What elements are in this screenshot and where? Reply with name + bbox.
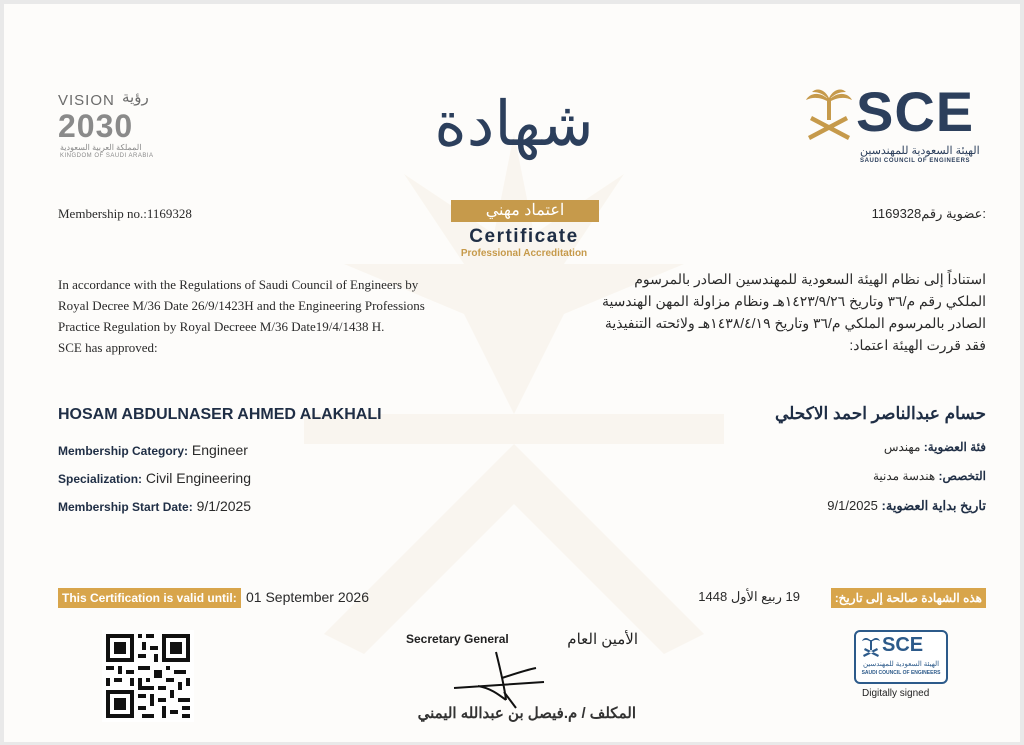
sce-name-en: SAUDI COUNCIL OF ENGINEERS xyxy=(860,158,971,164)
start-date-row-en xyxy=(58,498,251,514)
sce-logo: SCE xyxy=(856,80,975,143)
start-date-value-ar: 9/1/2025 xyxy=(827,498,878,513)
membership-number-en xyxy=(58,206,192,222)
holder-name-en: HOSAM ABDULNASER AHMED ALAKHALI xyxy=(58,406,382,423)
sce-name-ar: الهيئة السعودية للمهندسين xyxy=(860,145,980,157)
vision-kingdom-ar: المملكة العربية السعودية xyxy=(60,143,142,152)
accreditation-banner-ar: اعتماد مهني xyxy=(451,200,599,222)
signature-icon xyxy=(444,648,554,712)
start-date-label-ar: تاريخ بداية العضوية: xyxy=(881,498,986,513)
category-value-en: Engineer xyxy=(191,442,248,458)
specialization-value-ar: هندسة مدنية xyxy=(872,469,936,483)
intro-en-line: Royal Decree M/36 Date 26/9/1423H and the Engineering Professions xyxy=(58,298,425,313)
intro-en-line: Practice Regulation by Royal Decreee M/36 Date19/4/1438 H. xyxy=(58,319,385,334)
certificate-title-ar: شهادة xyxy=(434,90,594,159)
membership-label-en: Membership no.: xyxy=(58,206,147,221)
membership-number-ar xyxy=(872,206,986,222)
vision-kingdom-en: KINGDOM OF SAUDI ARABIA xyxy=(60,153,154,159)
certificate-page xyxy=(4,4,1020,742)
intro-ar-line: استناداً إلى نظام الهيئة السعودية للمهندسين الصادر بالمرسوم xyxy=(634,271,986,287)
validity-value-en: 01 September 2026 xyxy=(246,589,369,605)
intro-ar-line: الملكي رقم م/٣٦ وتاريخ ١٤٢٣/٩/٢٦هـ ونظام مزاولة المهن الهندسية xyxy=(601,293,986,309)
assigned-official-ar: المكلف / م.فيصل بن عبدالله اليمني xyxy=(417,705,636,722)
membership-value-ar: 1169328 xyxy=(871,206,922,221)
intro-en-line: SCE has approved: xyxy=(58,340,158,355)
specialization-label-ar: التخصص: xyxy=(938,469,986,483)
specialization-label-en: Specialization: xyxy=(58,472,143,486)
specialization-value-en: Civil Engineering xyxy=(145,470,251,486)
qr-code-icon xyxy=(102,630,194,722)
validity-value-ar: 19 ربيع الأول 1448 xyxy=(698,589,800,604)
category-label-en: Membership Category: xyxy=(58,444,189,458)
digitally-signed-label: Digitally signed xyxy=(862,688,930,699)
intro-ar-line: الصادر بالمرسوم الملكي م/٣٦ وتاريخ ١٤٣٨/٤/١٩هـ ولائحته التنفيذية xyxy=(604,315,986,331)
start-date-value-en: 9/1/2025 xyxy=(196,498,252,514)
specialization-row-en xyxy=(58,470,251,486)
certificate-subtitle-en: Professional Accreditation xyxy=(460,248,588,259)
vision-logo-ar: رؤية xyxy=(122,89,149,106)
stamp-palm-icon xyxy=(862,636,880,658)
category-row-en xyxy=(58,442,248,458)
start-date-row-ar xyxy=(827,498,986,514)
validity-label-en: This Certification is valid until: xyxy=(58,588,241,608)
membership-value-en: 1169328 xyxy=(146,206,192,221)
digital-stamp xyxy=(854,630,948,684)
start-date-label-en: Membership Start Date: xyxy=(58,500,193,514)
vision-logo-en: VISION xyxy=(58,92,115,109)
intro-en-line: In accordance with the Regulations of Saudi Council of Engineers by xyxy=(58,277,419,292)
certificate-title-en: Certificate xyxy=(469,226,579,247)
category-value-ar: مهندس xyxy=(883,440,921,454)
stamp-logo: SCE xyxy=(882,634,924,656)
intro-ar-line: فقد قررت الهيئة اعتماد: xyxy=(849,337,986,353)
intro-en xyxy=(58,274,498,358)
holder-name-ar: حسام عبدالناصر احمد الاكحلي xyxy=(774,404,986,423)
vision-logo-year: 2030 xyxy=(58,108,134,144)
secretary-general-en: Secretary General xyxy=(406,632,509,646)
category-label-ar: فئة العضوية: xyxy=(923,440,986,454)
stamp-name-ar: الهيئة السعودية للمهندسين xyxy=(862,661,940,668)
stamp-name-en: SAUDI COUNCIL OF ENGINEERS xyxy=(861,670,941,676)
validity-label-ar: هذه الشهادة صالحة إلى تاريخ: xyxy=(831,588,986,608)
secretary-general-ar: الأمين العام xyxy=(567,631,638,648)
category-row-ar xyxy=(884,440,986,454)
membership-label-ar: عضوية رقم: xyxy=(921,206,986,221)
palm-swords-emblem-icon xyxy=(804,88,854,142)
specialization-row-ar xyxy=(873,469,986,483)
intro-ar xyxy=(546,268,986,356)
